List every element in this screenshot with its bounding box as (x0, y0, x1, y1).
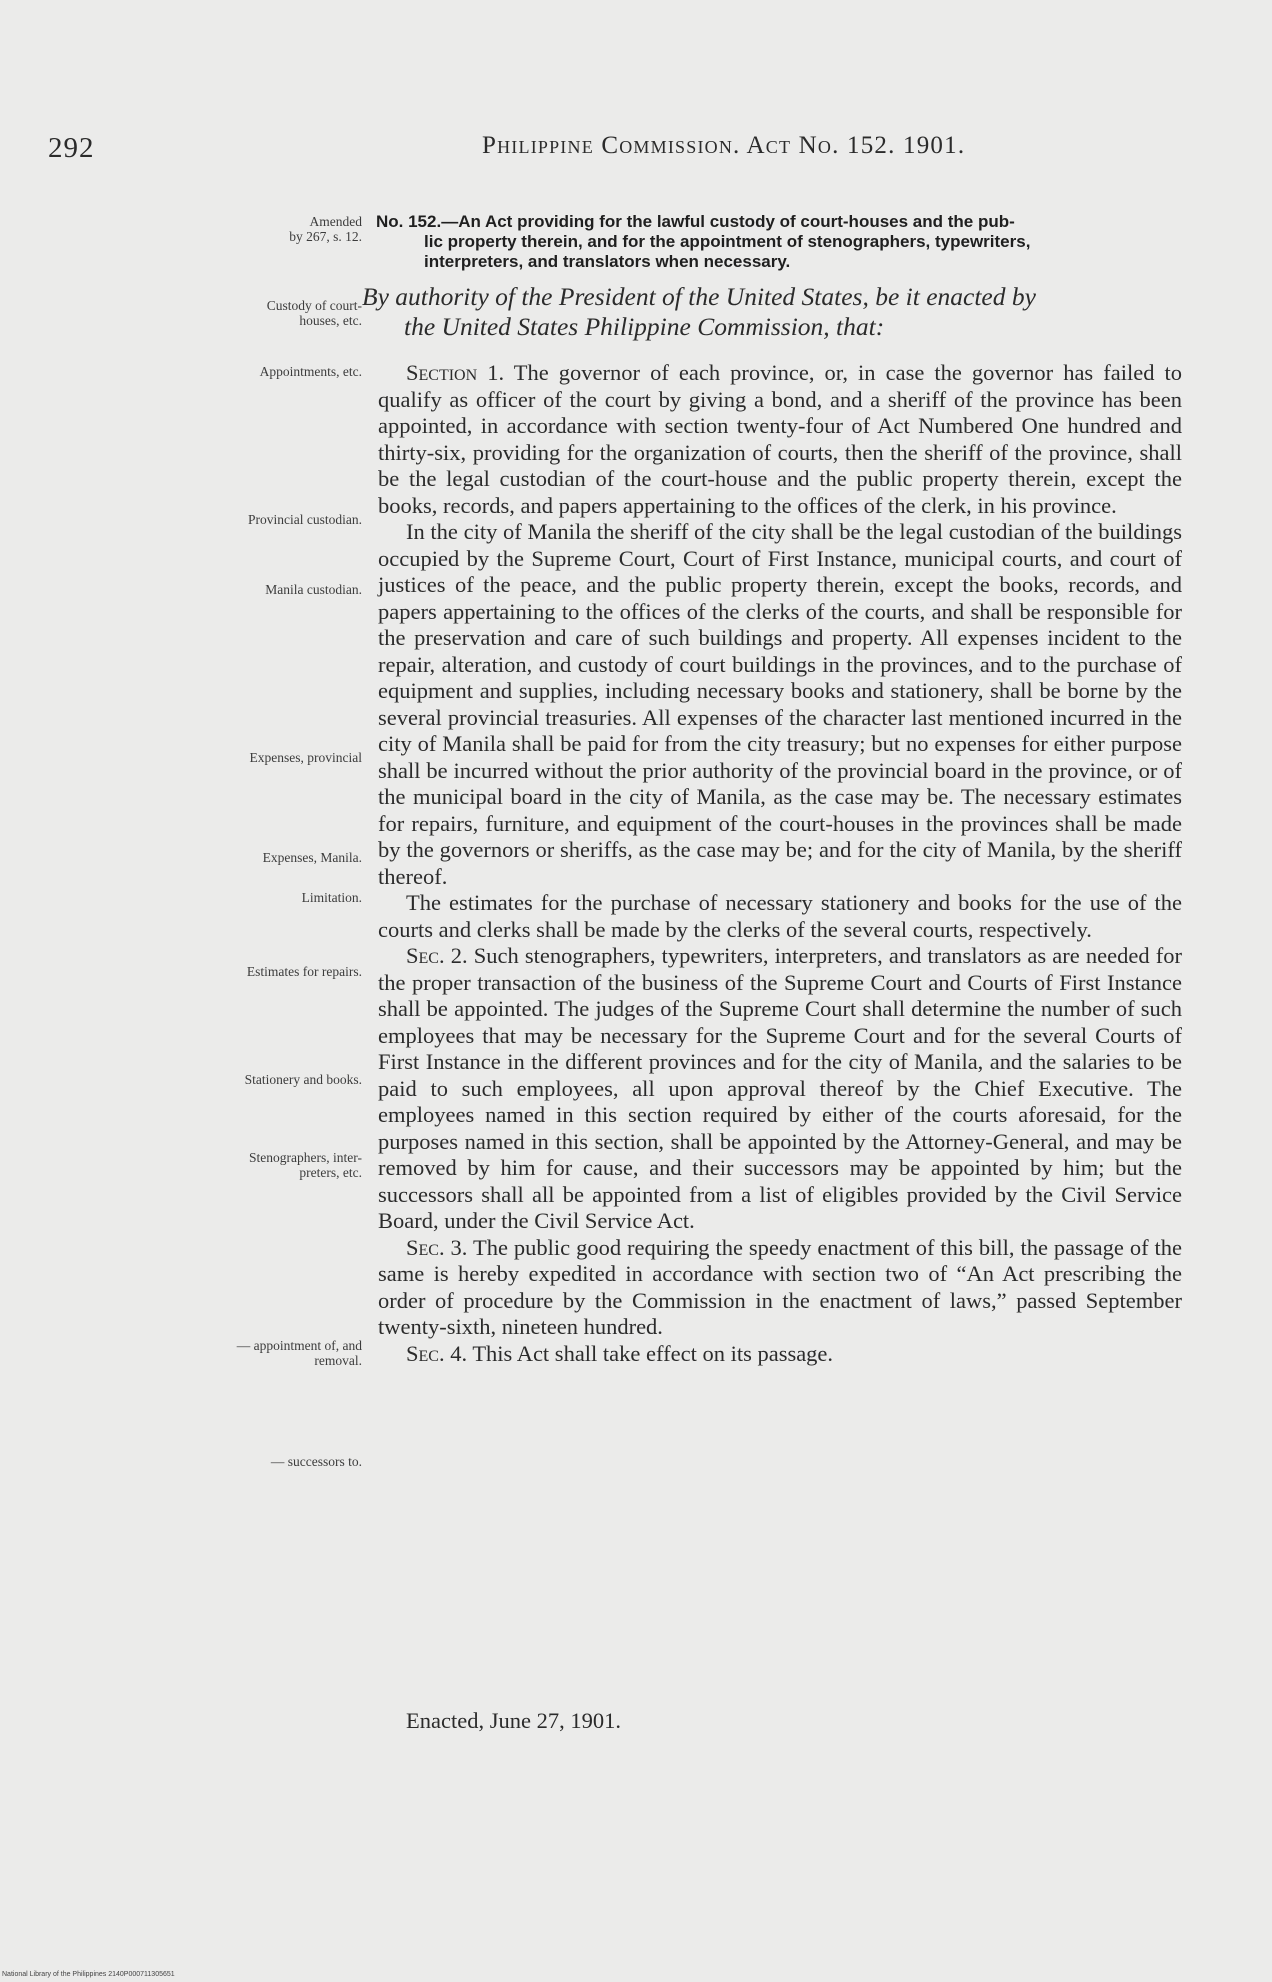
margin-note-appointment-removal: — appointment of, and removal. (236, 1338, 362, 1368)
margin-note-estimates-repairs: Estimates for repairs. (246, 964, 362, 979)
section-4-label: Sec. 4. (406, 1340, 468, 1366)
page-number: 292 (48, 132, 95, 164)
library-footer: National Library of the Philippines 2140P000711305651 (2, 1971, 175, 1978)
enacting-clause: By authority of the President of the United States, be it enacted by the United States Philippine Commission, that: (362, 282, 1036, 341)
margin-note-expenses-provincial: Expenses, provincial (249, 750, 362, 765)
manila-custodian-paragraph: In the city of Manila the sheriff of the city shall be the legal custodian of the buildings occupied by the Supreme Court, Court of First Instance, municipal courts, and court of justices of the peace, and the public property therein, except the books, records, and papers appertaining to the offices of the clerks of the courts, and shall be responsible for the preservation and care of such buildings and property. All expenses incident to the repair, alteration, and custody of court buildings in the provinces, and to the purchase of equipment and supplies, including necessary books and stationery, shall be borne by the several provincial treasuries. All expenses of the character last mentioned incurred in the city of Manila shall be paid for from the city treasury; but no expenses for either purpose shall be incurred without the prior authority of the provincial board in the province, or of the municipal board in the city of Manila, as the case may be. The necessary estimates for repairs, furniture, and equipment of the court-houses in the provinces shall be made by the governors or sheriffs, as the case may be; and for the city of Manila, by the sheriff thereof. (378, 519, 1182, 889)
margin-note-stationery-books: Stationery and books. (244, 1072, 362, 1087)
margin-note-amended: Amended by 267, s. 12. (289, 214, 362, 244)
act-title: No. 152.—An Act providing for the lawful custody of court-houses and the pub- lic property therein, and for the appointment of stenographers, typewriters, interpreters, and translators when necessary. (376, 212, 1031, 271)
act-body (378, 360, 1182, 1367)
section-4-paragraph: Sec. 4. This Act shall take effect on its passage. (406, 1340, 834, 1366)
margin-note-manila-custodian: Manila custodian. (265, 582, 362, 597)
margin-note-successors: — successors to. (270, 1454, 362, 1469)
section-1-label: Section 1. (406, 360, 505, 385)
margin-note-custody: Custody of court- houses, etc. (266, 298, 362, 328)
margin-note-appointments: Appointments, etc. (259, 364, 362, 379)
section-1-paragraph: Section 1. The governor of each province, or, in case the governor has failed to qualify as officer of the court by giving a bond, and a sheriff of the province has been appointed, in accordance with section twenty-four of Act Numbered One hundred and thirty-six, providing for the organization of courts, then the sheriff of the province, shall be the legal custodian of the court-house and the public property therein, except the books, records, and papers appertaining to the offices of the clerk, in his province. (378, 360, 1183, 518)
stationery-paragraph: The estimates for the purchase of necessary stationery and books for the use of the courts and clerks shall be made by the clerks of the several courts, respectively. (378, 890, 1182, 942)
running-head: Philippine Commission. Act No. 152. 1901. (482, 132, 966, 159)
margin-note-expenses-manila: Expenses, Manila. (262, 850, 362, 865)
section-3-paragraph: Sec. 3. The public good requiring the speedy enactment of this bill, the passage of the same is hereby expedited in accordance with section two of “An Act prescribing the order of procedure by the Commission in the enactment of laws,” passed September twenty-sixth, nineteen hundred. (378, 1234, 1182, 1339)
enacted-date: Enacted, June 27, 1901. (406, 1708, 621, 1733)
margin-note-limitation: Limitation. (301, 890, 362, 905)
section-2-label: Sec. 2. (406, 943, 468, 968)
page-header (48, 126, 1058, 166)
margin-note-stenographers: Stenographers, inter- preters, etc. (249, 1150, 362, 1180)
section-2-paragraph: Sec. 2. Such stenographers, typewriters, interpreters, and translators as are needed for the proper transaction of the business of the Supreme Court and Courts of First Instance shall be appointed. The judges of the Supreme Court shall determine the number of such employees that may be necessary for the Supreme Court and for the several Courts of First Instance in the different provinces and for the city of Manila, and the salaries to be paid to such employees, all upon approval thereof by the Chief Executive. The employees named in this section required by either of the courts aforesaid, for the purposes named in this section, shall be appointed by the Attorney-General, and may be removed by him for cause, and their successors may be appointed by him; but the successors shall all be appointed from a list of eligibles provided by the Civil Service Board, under the Civil Service Act. (378, 943, 1182, 1233)
section-3-label: Sec. 3. (406, 1234, 468, 1260)
margin-note-provincial-custodian: Provincial custodian. (248, 512, 362, 527)
